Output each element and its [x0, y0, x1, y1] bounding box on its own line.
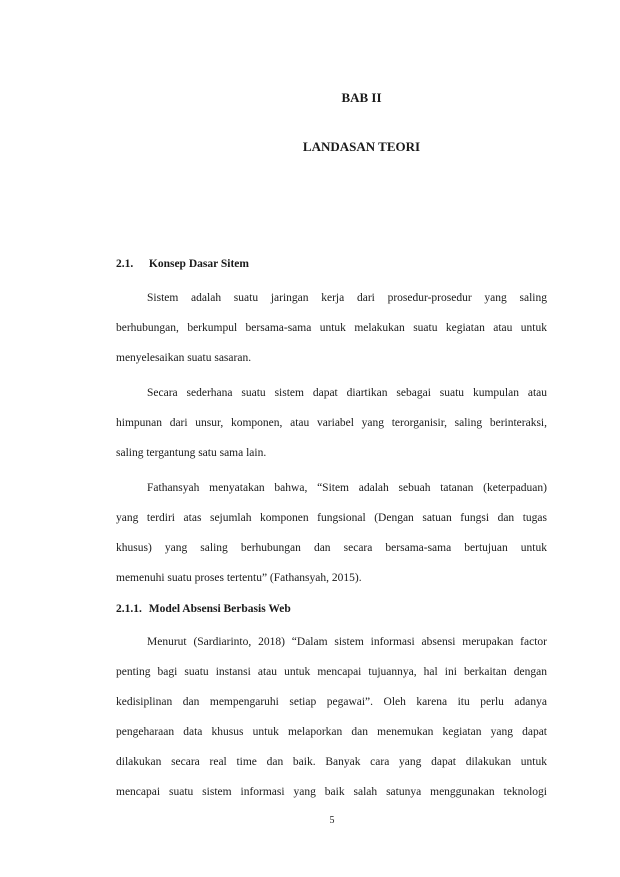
- paragraph-line: Menurut (Sardiarinto, 2018) “Dalam sistem informasi absensi merupakan factor: [147, 636, 547, 648]
- section-number: 2.1.: [116, 258, 134, 270]
- page-number: 5: [329, 815, 335, 826]
- paragraph-line: saling tergantung satu sama lain.: [116, 447, 267, 459]
- paragraph: [116, 378, 547, 468]
- subsection-heading: [116, 603, 291, 615]
- paragraph-line: kedisiplinan dan mempengaruhi setiap pegawai”. Oleh karena itu perlu adanya: [116, 696, 547, 708]
- paragraph-line: berhubungan, berkumpul bersama-sama untuk melakukan suatu kegiatan atau untuk: [116, 322, 547, 334]
- paragraph-line: penting bagi suatu instansi atau untuk mencapai tujuannya, hal ini berkaitan dengan: [116, 666, 547, 678]
- paragraph-line: Fathansyah menyatakan bahwa, “Sitem adalah sebuah tatanan (keterpaduan): [147, 482, 547, 494]
- chapter-heading: BAB II: [341, 90, 382, 105]
- paragraph-line: dilakukan secara real time dan baik. Banyak cara yang dapat dilakukan untuk: [116, 756, 547, 768]
- section-number: 2.1.1.: [116, 603, 142, 615]
- section-title: Konsep Dasar Sitem: [148, 258, 249, 270]
- paragraph-line: yang terdiri atas sejumlah komponen fungsional (Dengan satuan fungsi dan tugas: [116, 512, 547, 524]
- section-title: Model Absensi Berbasis Web: [148, 603, 291, 615]
- paragraph: [116, 283, 547, 373]
- paragraph: [116, 473, 547, 593]
- paragraph-line: menyelesaikan suatu sasaran.: [116, 352, 252, 364]
- paragraph-line: khusus) yang saling berhubungan dan secara bersama-sama bertujuan untuk: [116, 542, 547, 554]
- paragraph-line: Secara sederhana suatu sistem dapat diartikan sebagai suatu kumpulan atau: [147, 387, 547, 399]
- paragraph-line: himpunan dari unsur, komponen, atau variabel yang terorganisir, saling berinteraksi,: [116, 417, 547, 429]
- paragraph-line: Sistem adalah suatu jaringan kerja dari prosedur-prosedur yang saling: [147, 292, 547, 304]
- chapter-title: LANDASAN TEORI: [302, 139, 421, 154]
- paragraph-line: mencapai suatu sistem informasi yang baik salah satunya menggunakan teknologi: [116, 786, 547, 798]
- paragraph-line: pengeharaan data khusus untuk melaporkan dan menemukan kegiatan yang dapat: [116, 726, 547, 738]
- paragraph: [116, 627, 547, 807]
- section-heading: [116, 258, 249, 270]
- paragraph-line: memenuhi suatu proses tertentu” (Fathansyah, 2015).: [116, 572, 362, 584]
